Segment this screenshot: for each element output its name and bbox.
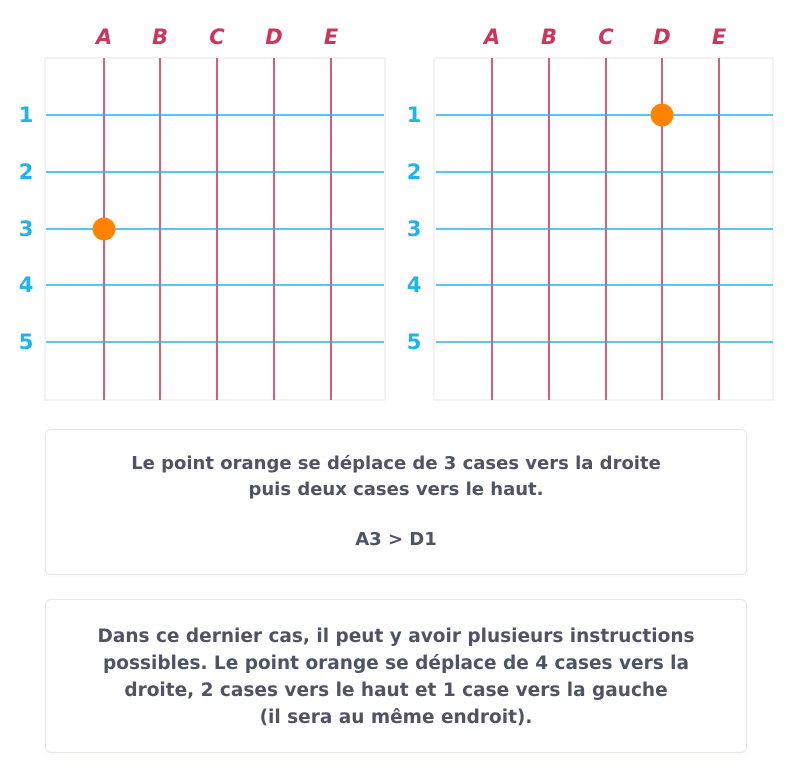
explanation-result: A3 > D1	[355, 529, 437, 550]
explanation-line-1: Le point orange se déplace de 3 cases vers la droite	[131, 453, 661, 474]
grid-2-column-label-E: E	[711, 25, 727, 49]
grid-2-column-label-C: C	[598, 25, 614, 49]
note-box	[45, 599, 747, 753]
explanation-spacer	[46, 503, 746, 527]
note-line-1: Dans ce dernier cas, il peut y avoir plusieurs instructions	[97, 626, 695, 647]
grid-2-column-label-A: A	[483, 25, 501, 49]
grid-1-orange-point	[93, 218, 116, 241]
grid-1-column-label-B: B	[151, 25, 169, 49]
grid-1-column-label-A: A	[95, 25, 113, 49]
grid-2-row-label-1: 1	[406, 103, 422, 127]
note-line-2: possibles. Le point orange se déplace de 4 cases vers la	[103, 653, 689, 674]
note-line-3: droite, 2 cases vers le haut et 1 case vers la gauche	[124, 680, 668, 701]
grid-2-row-label-5: 5	[406, 330, 422, 354]
grid-2-column-label-B: B	[540, 25, 558, 49]
grid-1-column-label-C: C	[209, 25, 225, 49]
grid-1-column-label-D: D	[265, 25, 283, 49]
grid-1-row-label-5: 5	[18, 330, 34, 354]
grid-2-row-label-2: 2	[406, 160, 422, 184]
grid-1-row-label-4: 4	[18, 273, 34, 297]
grid-2-column-label-D: D	[653, 25, 671, 49]
grid-1-column-label-E: E	[323, 25, 339, 49]
grid-1-row-label-1: 1	[18, 103, 34, 127]
grid-2-orange-point	[651, 104, 674, 127]
explanation-box	[45, 429, 747, 575]
grid-1-row-label-2: 2	[18, 160, 34, 184]
grid-1-row-label-3: 3	[18, 217, 34, 241]
note-line-4: (il sera au même endroit).	[259, 707, 533, 728]
grid-2-row-label-3: 3	[406, 217, 422, 241]
grid-2-row-label-4: 4	[406, 273, 422, 297]
explanation-line-2: puis deux cases vers le haut.	[248, 479, 544, 500]
